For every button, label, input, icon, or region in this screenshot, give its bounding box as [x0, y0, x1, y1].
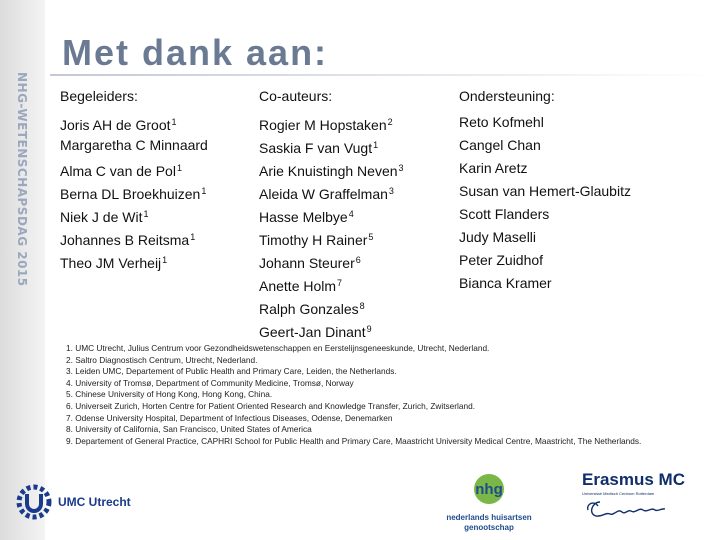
affiliation-superscript: 1	[143, 209, 149, 219]
affiliation-footnotes	[66, 343, 666, 447]
column-heading: Ondersteuning:	[459, 88, 555, 104]
name-list-item	[459, 226, 631, 249]
erasmus-mc-logo	[582, 470, 712, 529]
person-name: Johannes B Reitsma	[60, 232, 190, 248]
name-list-item	[259, 226, 404, 249]
affiliation-superscript: 1	[171, 117, 177, 127]
name-list-item	[459, 134, 631, 157]
affiliation-superscript: 5	[368, 232, 374, 242]
person-name: Niek J de Wit	[60, 209, 143, 225]
person-name: Arie Knuistingh Neven	[259, 163, 398, 179]
name-list-item	[60, 157, 208, 180]
person-name: Rogier M Hopstaken	[259, 117, 387, 133]
footnote-line: 8. University of California, San Francisco, United States of America	[66, 424, 312, 435]
column-heading: Begeleiders:	[60, 88, 138, 104]
support-list	[459, 111, 631, 295]
affiliation-superscript: 6	[355, 255, 361, 265]
umc-utrecht-logo	[14, 480, 131, 524]
coauthors-column	[259, 87, 404, 341]
nhg-logo-line-2: genootschap	[464, 523, 514, 532]
name-list-item	[259, 295, 404, 318]
name-list-item	[459, 180, 631, 203]
footnote-line: 4. University of Tromsø, Department of Community Medicine, Tromsø, Norway	[66, 377, 354, 388]
name-list-item	[259, 134, 404, 157]
footnote-line: 9. Departement of General Practice, CAPHRI School for Public Health and Primary Care, Maastricht University Medical Centre, Maastricht, The Netherlands.	[66, 435, 642, 446]
name-list-item	[259, 157, 404, 180]
person-name: Reto Kofmehl	[459, 114, 544, 130]
affiliation-superscript: 7	[337, 278, 343, 288]
name-list-item	[259, 180, 404, 203]
name-list-item	[259, 111, 404, 134]
erasmus-logo-subtitle: Universitair Medisch Centrum Rotterdam	[582, 491, 655, 496]
person-name: Johann Steurer	[259, 255, 355, 271]
affiliation-superscript: 1	[162, 255, 168, 265]
person-name: Bianca Kramer	[459, 275, 552, 291]
affiliation-superscript: 3	[388, 186, 394, 196]
person-name: Aleida W Graffelman	[259, 186, 388, 202]
name-list-item	[60, 180, 208, 203]
name-list-item	[259, 203, 404, 226]
affiliation-superscript: 8	[359, 301, 365, 311]
supervisors-list	[60, 111, 208, 272]
person-name: Hasse Melbye	[259, 209, 348, 225]
person-name: Karin Aretz	[459, 160, 528, 176]
supervisors-column	[60, 87, 208, 272]
name-list-item	[259, 272, 404, 295]
person-name: Saskia F van Vugt	[259, 140, 373, 156]
erasmus-logo-text: Erasmus MC	[582, 470, 685, 489]
name-list-item	[459, 111, 631, 134]
person-name: Joris AH de Groot	[60, 117, 171, 133]
person-name: Susan van Hemert-Glaubitz	[459, 183, 631, 199]
person-name: Ralph Gonzales	[259, 301, 359, 317]
nhg-logo-line-1: nederlands huisartsen	[446, 513, 532, 522]
footnote-line: 1. UMC Utrecht, Julius Centrum voor Gezondheidswetenschappen en Eerstelijnsgeneeskunde, Utrecht, Nederland.	[66, 343, 490, 353]
affiliation-superscript: 3	[398, 163, 404, 173]
footnote-line: 6. Universeit Zurich, Horten Centre for Patient Oriented Research and Knowledge Transfer, Zurich, Zwitserland.	[66, 400, 476, 411]
coauthors-list	[259, 111, 404, 341]
person-name: Alma C van de Pol	[60, 163, 176, 179]
person-name: Scott Flanders	[459, 206, 550, 222]
person-name: Cangel Chan	[459, 137, 541, 153]
erasmus-signature-icon	[582, 496, 692, 524]
person-name: Margaretha C Minnaard	[60, 137, 208, 153]
affiliation-superscript: 1	[201, 186, 207, 196]
footnote-line: 7. Odense University Hospital, Department of Infectious Diseases, Odense, Denemarken	[66, 412, 393, 423]
footnote-line: 3. Leiden UMC, Departement of Public Health and Primary Care, Leiden, the Netherlands.	[66, 366, 397, 377]
conference-label: NHG-WETENSCHAPSDAG 2015	[15, 72, 29, 287]
affiliation-superscript: 1	[373, 140, 379, 150]
side-strip	[0, 0, 45, 540]
footnote-line: 2. Saltro Diagnostisch Centrum, Utrecht, Nederland.	[66, 354, 258, 365]
person-name: Anette Holm	[259, 278, 337, 294]
umc-logo-text: UMC Utrecht	[58, 495, 131, 509]
name-list-item	[60, 134, 208, 157]
column-heading: Co-auteurs:	[259, 88, 333, 104]
person-name: Judy Maselli	[459, 229, 537, 245]
affiliation-superscript: 2	[387, 117, 393, 127]
name-list-item	[459, 203, 631, 226]
footnote-line: 5. Chinese University of Hong Kong, Hong Kong, China.	[66, 389, 273, 400]
affiliation-superscript: 1	[176, 163, 182, 173]
affiliation-superscript: 9	[366, 324, 372, 334]
name-list-item	[259, 249, 404, 272]
affiliation-superscript: 4	[348, 209, 354, 219]
name-list-item	[60, 203, 208, 226]
name-list-item	[459, 157, 631, 180]
name-list-item	[60, 249, 208, 272]
affiliation-superscript: 1	[190, 232, 196, 242]
page-title: Met dank aan:	[62, 32, 329, 73]
nhg-logo	[434, 470, 544, 533]
person-name: Berna DL Broekhuizen	[60, 186, 201, 202]
name-list-item	[459, 272, 631, 295]
person-name: Theo JM Verheij	[60, 255, 162, 271]
nhg-mark-text: nhg	[475, 481, 503, 498]
person-name: Peter Zuidhof	[459, 252, 544, 268]
name-list-item	[259, 318, 404, 341]
nhg-emblem-icon	[459, 470, 519, 508]
name-list-item	[60, 226, 208, 249]
umc-emblem-icon	[14, 480, 54, 524]
logo-bar	[0, 470, 720, 540]
name-list-item	[459, 249, 631, 272]
title-divider	[50, 74, 720, 76]
support-column	[459, 87, 631, 295]
person-name: Timothy H Rainer	[259, 232, 368, 248]
person-name: Geert-Jan Dinant	[259, 324, 366, 340]
name-list-item	[60, 111, 208, 134]
